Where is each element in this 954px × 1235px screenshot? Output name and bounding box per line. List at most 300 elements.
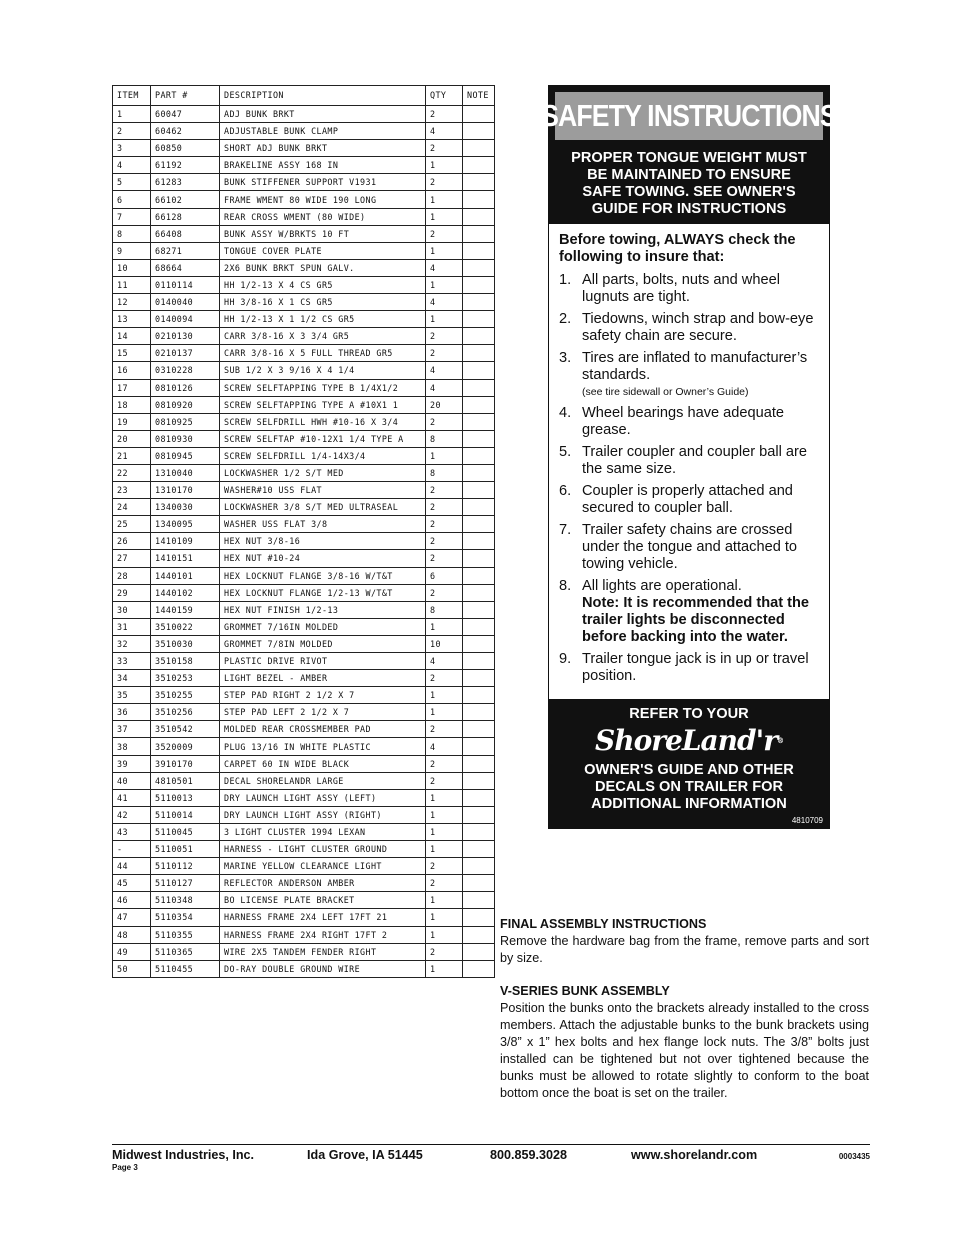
checklist-number: 4. xyxy=(559,405,572,421)
cell-qty: 1 xyxy=(426,704,463,721)
checklist-number: 6. xyxy=(559,483,572,499)
cell-item: 32 xyxy=(113,635,151,652)
cell-part-number: 5110355 xyxy=(151,926,220,943)
cell-qty: 10 xyxy=(426,635,463,652)
cell-description: PLASTIC DRIVE RIVOT xyxy=(220,653,426,670)
cell-qty: 1 xyxy=(426,789,463,806)
cell-description: ADJ BUNK BRKT xyxy=(220,106,426,123)
checklist-number: 2. xyxy=(559,311,572,327)
cell-description: HEX NUT #10-24 xyxy=(220,550,426,567)
cell-item: 36 xyxy=(113,704,151,721)
cell-part-number: 1340095 xyxy=(151,516,220,533)
cell-description: FRAME WMENT 80 WIDE 190 LONG xyxy=(220,191,426,208)
cell-part-number: 60462 xyxy=(151,123,220,140)
towing-checklist xyxy=(559,272,819,685)
cell-item: 16 xyxy=(113,362,151,379)
cell-item: 43 xyxy=(113,823,151,840)
cell-item: 11 xyxy=(113,276,151,293)
cell-note xyxy=(463,704,495,721)
cell-note xyxy=(463,174,495,191)
cell-qty: 8 xyxy=(426,601,463,618)
table-row xyxy=(113,618,495,635)
table-row xyxy=(113,328,495,345)
checklist-item xyxy=(559,272,819,306)
cell-qty: 2 xyxy=(426,550,463,567)
cell-item: 5 xyxy=(113,174,151,191)
cell-item: 49 xyxy=(113,943,151,960)
shorelandr-logo xyxy=(549,724,829,758)
checklist-text: Tiedowns, winch strap and bow-eye safety chain are secure. xyxy=(582,311,814,344)
cell-description: PLUG 13/16 IN WHITE PLASTIC xyxy=(220,738,426,755)
final-assembly-text: Remove the hardware bag from the frame, remove parts and sort by size. xyxy=(500,934,869,965)
checklist-text: Trailer safety chains are crossed under the tongue and attached to towing vehicle. xyxy=(582,522,798,572)
cell-qty: 4 xyxy=(426,362,463,379)
cell-item: 50 xyxy=(113,960,151,977)
checklist-item xyxy=(559,444,819,478)
table-row xyxy=(113,550,495,567)
cell-description: SUB 1/2 X 3 9/16 X 4 1/4 xyxy=(220,362,426,379)
bunk-assembly-text: Position the bunks onto the brackets already installed to the cross members. Attach the adjustable bunks to the bunk brackets using 3/8” x 1” hex bolts and hex flange lock nuts. The 3/8” bolts just installed can be tightened but not over tightened because the bunks must be allowed to rotate slightly to conform to the boat bottom once the boat is set on the trailer. xyxy=(500,1001,869,1100)
cell-item: 13 xyxy=(113,311,151,328)
cell-note xyxy=(463,499,495,516)
table-row xyxy=(113,276,495,293)
cell-part-number: 0810925 xyxy=(151,413,220,430)
table-row xyxy=(113,157,495,174)
cell-qty: 2 xyxy=(426,858,463,875)
cell-part-number: 5110051 xyxy=(151,841,220,858)
cell-note xyxy=(463,875,495,892)
bunk-assembly-title: V-SERIES BUNK ASSEMBLY xyxy=(500,984,670,998)
cell-description: LOCKWASHER 1/2 S/T MED xyxy=(220,464,426,481)
cell-note xyxy=(463,430,495,447)
cell-item: 41 xyxy=(113,789,151,806)
cell-description: REAR CROSS WMENT (80 WIDE) xyxy=(220,208,426,225)
parts-table-header-row xyxy=(113,86,495,106)
cell-item: 47 xyxy=(113,909,151,926)
cell-description: LIGHT BEZEL - AMBER xyxy=(220,670,426,687)
cell-item: 28 xyxy=(113,567,151,584)
cell-note xyxy=(463,362,495,379)
checklist-item xyxy=(559,522,819,573)
checklist-text: Trailer coupler and coupler ball are the same size. xyxy=(582,444,807,477)
cell-note xyxy=(463,242,495,259)
cell-description: SCREW SELFTAPPING TYPE A #10X1 1 xyxy=(220,396,426,413)
table-row xyxy=(113,875,495,892)
cell-item: 35 xyxy=(113,687,151,704)
table-row xyxy=(113,601,495,618)
cell-qty: 1 xyxy=(426,276,463,293)
cell-item: 7 xyxy=(113,208,151,225)
cell-part-number: 3510030 xyxy=(151,635,220,652)
cell-qty: 2 xyxy=(426,875,463,892)
cell-part-number: 3510256 xyxy=(151,704,220,721)
cell-note xyxy=(463,533,495,550)
cell-description: WASHER#10 USS FLAT xyxy=(220,482,426,499)
cell-item: 40 xyxy=(113,772,151,789)
cell-description: BUNK STIFFENER SUPPORT V1931 xyxy=(220,174,426,191)
cell-qty: 4 xyxy=(426,259,463,276)
checklist-text: All parts, bolts, nuts and wheel lugnuts are tight. xyxy=(582,272,780,305)
checklist-number: 7. xyxy=(559,522,572,538)
checklist-item xyxy=(559,651,819,685)
table-row xyxy=(113,259,495,276)
cell-qty: 1 xyxy=(426,823,463,840)
cell-part-number: 3510158 xyxy=(151,653,220,670)
checklist-text: Coupler is properly attached and secured to coupler ball. xyxy=(582,483,793,516)
cell-item: 31 xyxy=(113,618,151,635)
table-row xyxy=(113,960,495,977)
cell-note xyxy=(463,379,495,396)
refer-label: REFER TO YOUR xyxy=(629,706,749,722)
cell-note xyxy=(463,123,495,140)
safety-title-box xyxy=(541,92,837,140)
cell-qty: 1 xyxy=(426,841,463,858)
cell-item: 24 xyxy=(113,499,151,516)
table-row xyxy=(113,841,495,858)
cell-qty: 2 xyxy=(426,225,463,242)
tongue-weight-warning xyxy=(555,150,823,218)
header-part-number: PART # xyxy=(151,86,220,106)
footer-phone: 800.859.3028 xyxy=(490,1148,568,1162)
cell-item: 17 xyxy=(113,379,151,396)
table-row xyxy=(113,738,495,755)
cell-qty: 2 xyxy=(426,584,463,601)
final-assembly-section xyxy=(500,916,869,967)
table-row xyxy=(113,345,495,362)
cell-note xyxy=(463,858,495,875)
cell-note xyxy=(463,789,495,806)
cell-description: HH 1/2-13 X 4 CS GR5 xyxy=(220,276,426,293)
checklist-text: Tires are inflated to manufacturer’s standards. xyxy=(582,350,808,383)
cell-description: WASHER USS FLAT 3/8 xyxy=(220,516,426,533)
cell-qty: 1 xyxy=(426,926,463,943)
checklist-text-wrap xyxy=(582,578,819,646)
cell-note xyxy=(463,618,495,635)
checklist-number: 1. xyxy=(559,272,572,288)
warning-line: PROPER TONGUE WEIGHT MUST xyxy=(571,150,807,166)
cell-description: 2X6 BUNK BRKT SPUN GALV. xyxy=(220,259,426,276)
table-row xyxy=(113,584,495,601)
cell-description: MOLDED REAR CROSSMEMBER PAD xyxy=(220,721,426,738)
cell-description: CARR 3/8-16 X 3 3/4 GR5 xyxy=(220,328,426,345)
table-row xyxy=(113,789,495,806)
cell-part-number: 0210137 xyxy=(151,345,220,362)
cell-description: REFLECTOR ANDERSON AMBER xyxy=(220,875,426,892)
cell-qty: 8 xyxy=(426,430,463,447)
cell-note xyxy=(463,464,495,481)
cell-item: 6 xyxy=(113,191,151,208)
cell-qty: 2 xyxy=(426,755,463,772)
table-row xyxy=(113,567,495,584)
safety-checklist-section xyxy=(549,224,829,685)
cell-part-number: 68271 xyxy=(151,242,220,259)
cell-qty: 1 xyxy=(426,311,463,328)
cell-item: 37 xyxy=(113,721,151,738)
cell-item: 39 xyxy=(113,755,151,772)
cell-qty: 1 xyxy=(426,242,463,259)
cell-item: 9 xyxy=(113,242,151,259)
cell-part-number: 1410151 xyxy=(151,550,220,567)
cell-part-number: 66102 xyxy=(151,191,220,208)
table-row xyxy=(113,892,495,909)
cell-part-number: 1340030 xyxy=(151,499,220,516)
checklist-text-wrap xyxy=(582,444,819,478)
cell-part-number: 0810126 xyxy=(151,379,220,396)
cell-note xyxy=(463,926,495,943)
cell-qty: 1 xyxy=(426,687,463,704)
cell-part-number: 3510542 xyxy=(151,721,220,738)
cell-item: 48 xyxy=(113,926,151,943)
cell-item: 25 xyxy=(113,516,151,533)
cell-note xyxy=(463,140,495,157)
table-row xyxy=(113,362,495,379)
cell-description: MARINE YELLOW CLEARANCE LIGHT xyxy=(220,858,426,875)
cell-note xyxy=(463,276,495,293)
checklist-item xyxy=(559,483,819,517)
cell-qty: 4 xyxy=(426,294,463,311)
cell-item: 2 xyxy=(113,123,151,140)
cell-item: 27 xyxy=(113,550,151,567)
checklist-item xyxy=(559,405,819,439)
cell-item: 44 xyxy=(113,858,151,875)
table-row xyxy=(113,174,495,191)
checklist-text-wrap xyxy=(582,350,819,400)
table-row xyxy=(113,670,495,687)
cell-part-number: 61283 xyxy=(151,174,220,191)
table-row xyxy=(113,482,495,499)
cell-part-number: 0140094 xyxy=(151,311,220,328)
cell-part-number: 5110014 xyxy=(151,806,220,823)
cell-part-number: 5110045 xyxy=(151,823,220,840)
cell-note xyxy=(463,806,495,823)
cell-note xyxy=(463,225,495,242)
cell-note xyxy=(463,413,495,430)
safety-title: SAFETY INSTRUCTIONS xyxy=(541,98,837,133)
cell-description: BRAKELINE ASSY 168 IN xyxy=(220,157,426,174)
footer-website: www.shorelandr.com xyxy=(631,1148,758,1162)
cell-item: 26 xyxy=(113,533,151,550)
cell-qty: 2 xyxy=(426,670,463,687)
checklist-number: 9. xyxy=(559,651,572,667)
cell-description: HH 1/2-13 X 1 1/2 CS GR5 xyxy=(220,311,426,328)
cell-description: TONGUE COVER PLATE xyxy=(220,242,426,259)
cell-part-number: 5110365 xyxy=(151,943,220,960)
cell-item: 30 xyxy=(113,601,151,618)
cell-note xyxy=(463,567,495,584)
cell-item: 19 xyxy=(113,413,151,430)
cell-qty: 2 xyxy=(426,721,463,738)
cell-item: 1 xyxy=(113,106,151,123)
cell-description: SCREW SELFDRILL HWH #10-16 X 3/4 xyxy=(220,413,426,430)
page-number: Page 3 xyxy=(112,1163,138,1172)
table-row xyxy=(113,909,495,926)
cell-item: 29 xyxy=(113,584,151,601)
cell-note xyxy=(463,823,495,840)
cell-part-number: 5110455 xyxy=(151,960,220,977)
table-row xyxy=(113,772,495,789)
cell-qty: 2 xyxy=(426,499,463,516)
cell-part-number: 60047 xyxy=(151,106,220,123)
cell-note xyxy=(463,396,495,413)
cell-part-number: 0810920 xyxy=(151,396,220,413)
table-row xyxy=(113,464,495,481)
footer-divider xyxy=(112,1144,870,1145)
cell-qty: 2 xyxy=(426,482,463,499)
cell-part-number: 3510255 xyxy=(151,687,220,704)
cell-qty: 2 xyxy=(426,516,463,533)
cell-note xyxy=(463,909,495,926)
cell-part-number: 1440101 xyxy=(151,567,220,584)
table-row xyxy=(113,943,495,960)
cell-part-number: 0110114 xyxy=(151,276,220,293)
checklist-text: Wheel bearings have adequate grease. xyxy=(582,405,785,438)
cell-part-number: 66128 xyxy=(151,208,220,225)
cell-item: 12 xyxy=(113,294,151,311)
cell-note xyxy=(463,311,495,328)
table-row xyxy=(113,191,495,208)
cell-qty: 1 xyxy=(426,806,463,823)
cell-note xyxy=(463,157,495,174)
checklist-text: Trailer tongue jack is in up or travel position. xyxy=(582,651,809,684)
cell-description: CARPET 60 IN WIDE BLACK xyxy=(220,755,426,772)
cell-item: 22 xyxy=(113,464,151,481)
cell-qty: 2 xyxy=(426,140,463,157)
cell-qty: 2 xyxy=(426,345,463,362)
cell-description: GROMMET 7/8IN MOLDED xyxy=(220,635,426,652)
table-row xyxy=(113,687,495,704)
bunk-assembly-section xyxy=(500,983,869,1102)
checklist-text: All lights are operational. xyxy=(582,578,742,594)
cell-description: WIRE 2X5 TANDEM FENDER RIGHT xyxy=(220,943,426,960)
cell-note xyxy=(463,294,495,311)
cell-item: 34 xyxy=(113,670,151,687)
table-row xyxy=(113,858,495,875)
cell-part-number: 3510253 xyxy=(151,670,220,687)
cell-note xyxy=(463,516,495,533)
cell-part-number: 60850 xyxy=(151,140,220,157)
cell-note xyxy=(463,447,495,464)
cell-item: 46 xyxy=(113,892,151,909)
cell-description: DO-RAY DOUBLE GROUND WIRE xyxy=(220,960,426,977)
checklist-intro: Before towing, ALWAYS check the following to insure that: xyxy=(559,232,796,265)
table-row xyxy=(113,430,495,447)
cell-description: SCREW SELFTAP #10-12X1 1/4 TYPE A xyxy=(220,430,426,447)
cell-item: 45 xyxy=(113,875,151,892)
final-assembly-title: FINAL ASSEMBLY INSTRUCTIONS xyxy=(500,917,707,931)
checklist-item xyxy=(559,350,819,400)
cell-part-number: 0810945 xyxy=(151,447,220,464)
checklist-text-wrap xyxy=(582,483,819,517)
cell-qty: 8 xyxy=(426,464,463,481)
cell-description: BUNK ASSY W/BRKTS 10 FT xyxy=(220,225,426,242)
cell-part-number: 3510022 xyxy=(151,618,220,635)
owners-guide-line: ADDITIONAL INFORMATION xyxy=(591,796,787,812)
cell-note xyxy=(463,892,495,909)
cell-note xyxy=(463,653,495,670)
cell-note xyxy=(463,943,495,960)
cell-description: HEX LOCKNUT FLANGE 1/2-13 W/T&T xyxy=(220,584,426,601)
cell-qty: 1 xyxy=(426,208,463,225)
warning-line: GUIDE FOR INSTRUCTIONS xyxy=(591,201,787,217)
table-row xyxy=(113,721,495,738)
safety-header xyxy=(541,86,837,224)
cell-item: 8 xyxy=(113,225,151,242)
table-row xyxy=(113,635,495,652)
checklist-item xyxy=(559,578,819,646)
cell-description: DECAL SHORELANDR LARGE xyxy=(220,772,426,789)
cell-item: 20 xyxy=(113,430,151,447)
cell-note xyxy=(463,635,495,652)
table-row xyxy=(113,379,495,396)
table-row xyxy=(113,396,495,413)
decal-code: 4810709 xyxy=(791,816,823,825)
cell-part-number: 4810501 xyxy=(151,772,220,789)
parts-table xyxy=(112,85,495,978)
cell-qty: 4 xyxy=(426,653,463,670)
cell-item: - xyxy=(113,841,151,858)
cell-description: HEX LOCKNUT FLANGE 3/8-16 W/T&T xyxy=(220,567,426,584)
checklist-number: 3. xyxy=(559,350,572,366)
table-row xyxy=(113,926,495,943)
cell-qty: 1 xyxy=(426,618,463,635)
cell-description: HEX NUT FINISH 1/2-13 xyxy=(220,601,426,618)
cell-part-number: 1440102 xyxy=(151,584,220,601)
cell-qty: 20 xyxy=(426,396,463,413)
cell-note xyxy=(463,584,495,601)
cell-note xyxy=(463,772,495,789)
cell-part-number: 5110112 xyxy=(151,858,220,875)
cell-qty: 2 xyxy=(426,174,463,191)
table-row xyxy=(113,806,495,823)
checklist-text-wrap xyxy=(582,311,819,345)
cell-note xyxy=(463,328,495,345)
table-row xyxy=(113,140,495,157)
cell-part-number: 1310040 xyxy=(151,464,220,481)
cell-qty: 6 xyxy=(426,567,463,584)
cell-description: HARNESS - LIGHT CLUSTER GROUND xyxy=(220,841,426,858)
cell-part-number: 5110354 xyxy=(151,909,220,926)
cell-qty: 2 xyxy=(426,413,463,430)
cell-note xyxy=(463,738,495,755)
cell-qty: 1 xyxy=(426,191,463,208)
cell-description: STEP PAD LEFT 2 1/2 X 7 xyxy=(220,704,426,721)
cell-part-number: 1440159 xyxy=(151,601,220,618)
refer-to-guide-footer xyxy=(549,699,829,828)
cell-part-number: 1310170 xyxy=(151,482,220,499)
cell-part-number: 0810930 xyxy=(151,430,220,447)
cell-note xyxy=(463,482,495,499)
cell-part-number: 0210130 xyxy=(151,328,220,345)
header-qty: QTY xyxy=(426,86,463,106)
checklist-text-wrap xyxy=(582,405,819,439)
brand-name: ShoreLand'r xyxy=(595,724,777,757)
cell-description: BO LICENSE PLATE BRACKET xyxy=(220,892,426,909)
cell-note xyxy=(463,755,495,772)
footer-address: Ida Grove, IA 51445 xyxy=(307,1148,423,1162)
parts-table-body xyxy=(113,106,495,978)
cell-part-number: 3910170 xyxy=(151,755,220,772)
table-row xyxy=(113,755,495,772)
cell-note xyxy=(463,191,495,208)
owners-guide-text xyxy=(549,762,829,813)
cell-description: DRY LAUNCH LIGHT ASSY (RIGHT) xyxy=(220,806,426,823)
warning-line: SAFE TOWING. SEE OWNER'S xyxy=(582,184,796,200)
cell-qty: 4 xyxy=(426,379,463,396)
owners-guide-line: OWNER'S GUIDE AND OTHER xyxy=(584,762,794,778)
cell-part-number: 5110348 xyxy=(151,892,220,909)
checklist-number: 5. xyxy=(559,444,572,460)
cell-description: HH 3/8-16 X 1 CS GR5 xyxy=(220,294,426,311)
